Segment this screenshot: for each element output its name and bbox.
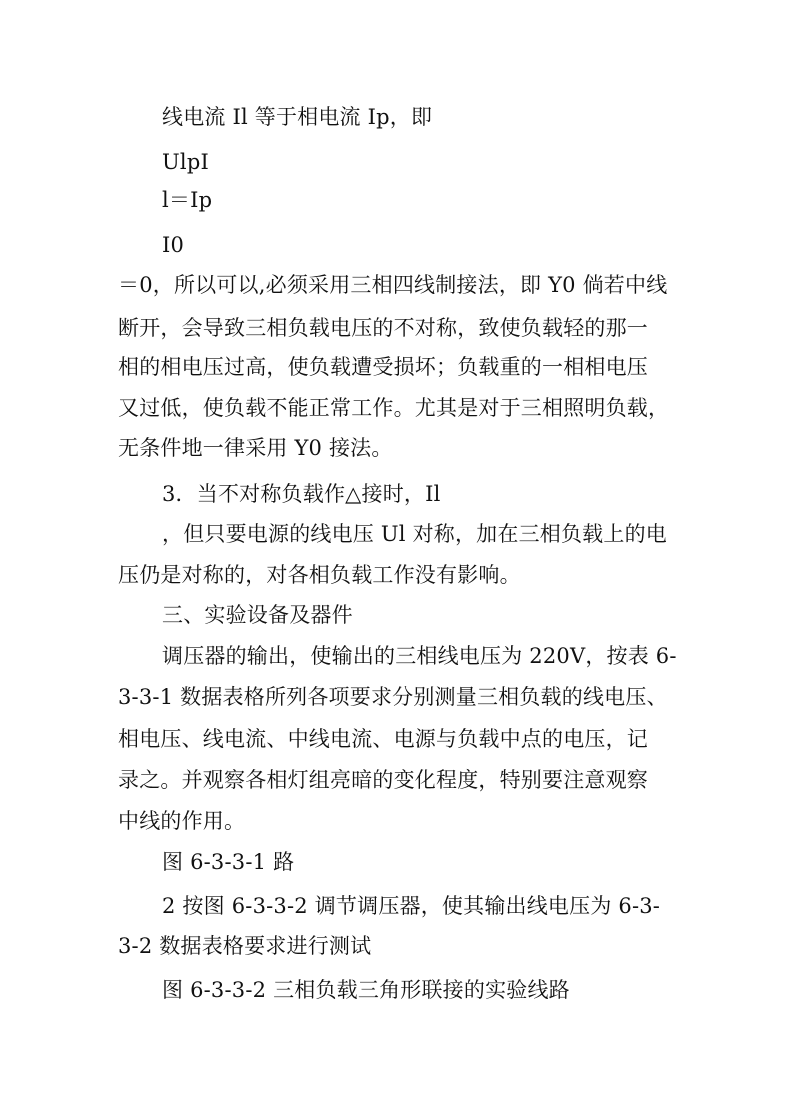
text-line: 压仍是对称的，对各相负载工作没有影响。 [118,563,521,587]
figure-caption: 图 6-3-3-1 路 [162,850,295,874]
text-line: 调压器的输出，使输出的三相线电压为 220V，按表 6- [162,644,677,668]
text-line: 又过低，使负载不能正常工作。尤其是对于三相照明负载， [118,396,670,420]
text-line: 3-2 数据表格要求进行测试 [118,934,372,958]
text-line: 相电压、线电流、中线电流、电源与负载中点的电压，记 [118,727,648,751]
text-line: 中线的作用。 [118,809,246,833]
formula-line: I0 [162,233,185,257]
text-line: 相的相电压过高，使负载遭受损坏；负载重的一相相电压 [118,355,648,379]
section-heading: 三、实验设备及器件 [162,603,353,627]
text-line: 3-3-1 数据表格所列各项要求分别测量三相负载的线电压、 [118,685,668,709]
text-line: 线电流 Il 等于相电流 Ip，即 [162,105,433,129]
text-line: 录之。并观察各相灯组亮暗的变化程度，特别要注意观察 [118,768,648,792]
formula-line: l＝Ip [162,188,213,212]
formula-line: UlpI [162,150,209,174]
text-line: 2 按图 6-3-3-2 调节调压器，使其输出线电压为 6-3- [162,894,661,918]
text-line: 断开，会导致三相负载电压的不对称，致使负载轻的那一 [118,316,648,340]
text-line: ＝0，所以可以,必须采用三相四线制接法，即 Y0 倘若中线 [118,273,668,297]
text-line: ，但只要电源的线电压 Ul 对称，加在三相负载上的电 [162,522,667,546]
text-line: 无条件地一律采用 Y0 接法。 [118,436,393,460]
text-line: 3．当不对称负载作△接时，Il [162,482,441,506]
figure-caption: 图 6-3-3-2 三相负载三角形联接的实验线路 [162,978,570,1002]
